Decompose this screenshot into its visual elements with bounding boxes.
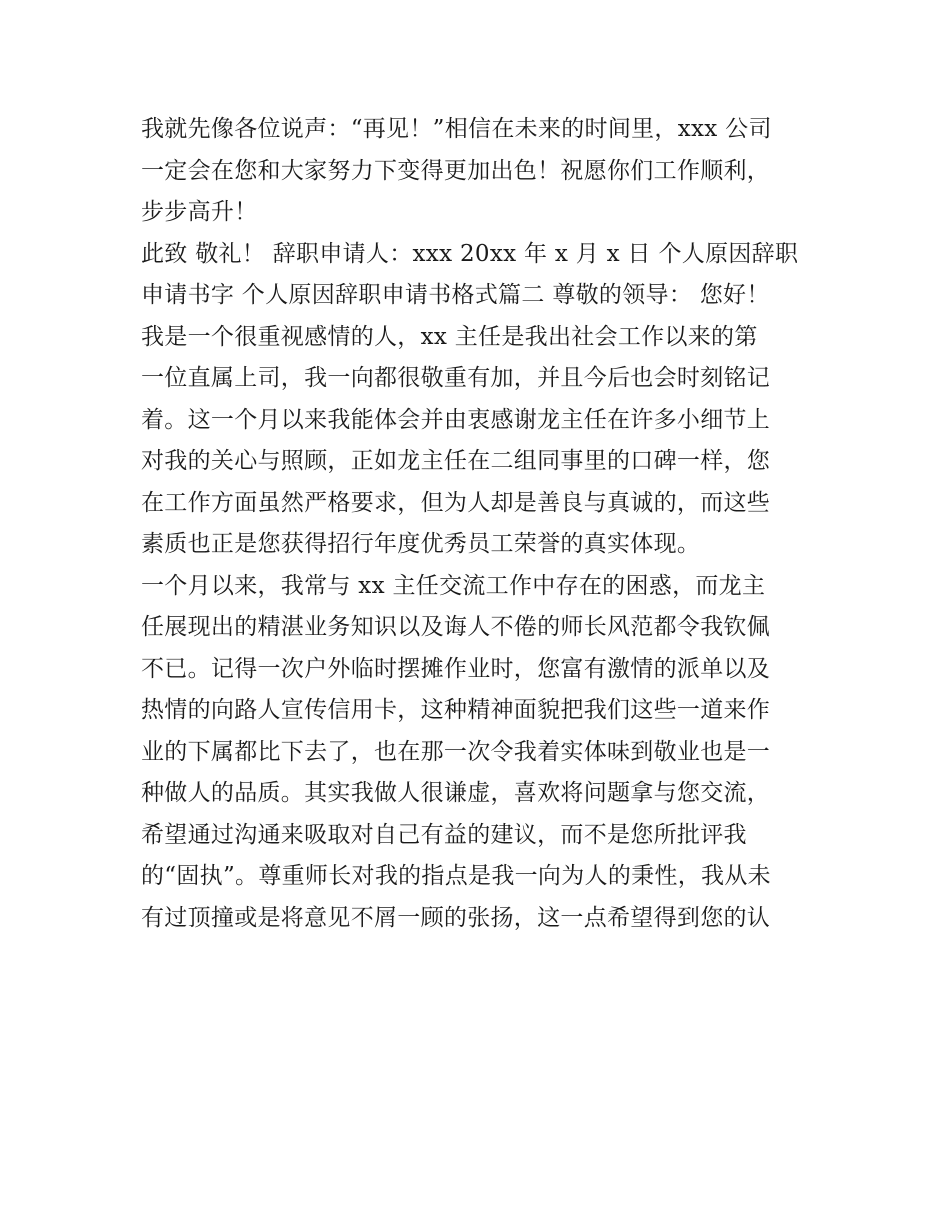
text-line: 一个月以来，我常与 xx 主任交流工作中存在的困惑，而龙主	[141, 572, 766, 599]
text-line: 申请书字 个人原因辞职申请书格式篇二 尊敬的领导： 您好！	[141, 282, 770, 308]
text-line: 业的下属都比下去了，也在那一次令我着实体味到敬业也是一	[141, 738, 771, 765]
text-line: 一定会在您和大家努力下变得更加出色！祝愿你们工作顺利，	[141, 157, 771, 184]
text-line: 热情的向路人宣传信用卡，这种精神面貌把我们这些一道来作	[141, 697, 771, 723]
text-line: 的“固执”。尊重师长对我的指点是我一向为人的秉性，我从未	[141, 863, 771, 889]
text-line: 希望通过沟通来吸取对自己有益的建议，而不是您所批评我	[141, 821, 747, 848]
text-line: 在工作方面虽然严格要求，但为人却是善良与真诚的，而这些	[141, 489, 771, 516]
text-line: 不已。记得一次户外临时摆摊作业时，您富有激情的派单以及	[141, 655, 771, 682]
text-line: 着。这一个月以来我能体会并由衷感谢龙主任在许多小细节上	[141, 406, 771, 433]
text-line: 有过顶撞或是将意见不屑一顾的张扬，这一点希望得到您的认	[141, 904, 771, 931]
text-line: 我是一个很重视感情的人，xx 主任是我出社会工作以来的第	[141, 323, 758, 350]
text-line: 步步高升！	[141, 199, 258, 225]
text-line: 此致 敬礼！ 辞职申请人：xxx 20xx 年 x 月 x 日 个人原因辞职	[141, 240, 799, 267]
text-line: 种做人的品质。其实我做人很谦虚，喜欢将问题拿与您交流，	[141, 780, 771, 806]
document-body	[141, 109, 821, 939]
text-line: 对我的关心与照顾，正如龙主任在二组同事里的口碑一样，您	[141, 448, 771, 474]
text-line: 一位直属上司，我一向都很敬重有加，并且今后也会时刻铭记	[141, 365, 771, 391]
text-line: 我就先像各位说声：“再见！”相信在未来的时间里，xxx 公司	[141, 116, 772, 142]
text-line: 任展现出的精湛业务知识以及诲人不倦的师长风范都令我钦佩	[141, 614, 771, 640]
text-line: 素质也正是您获得招行年度优秀员工荣誉的真实体现。	[141, 531, 701, 557]
